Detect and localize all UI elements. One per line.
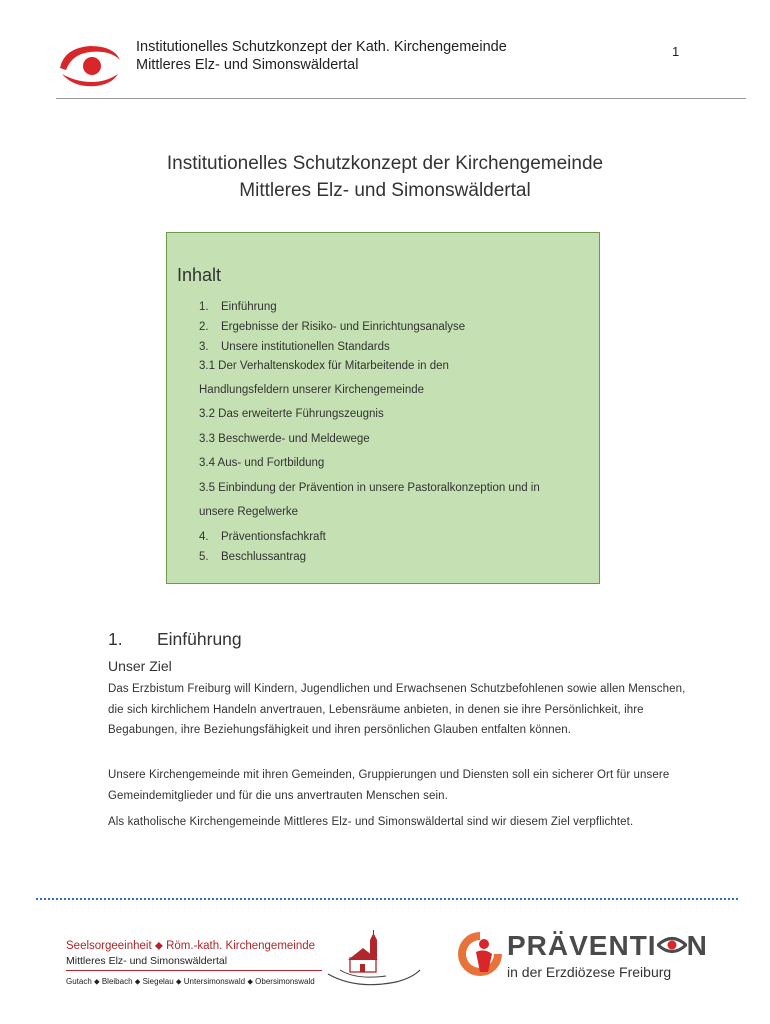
eye-o-icon (657, 931, 687, 953)
toc-item-text: Unsere institutionellen Standards (221, 341, 390, 353)
toc-item-text: Ergebnisse der Risiko- und Einrichtungsanalyse (221, 321, 466, 333)
paragraph: Das Erzbistum Freiburg will Kindern, Jugendlichen und Erwachsenen Schutzbefohlenen sowie allen Menschen, die sich kirchlichem Handeln anvertrauen, Lebensräume anbieten, in denen sie ihre Persönlichkeit, ihre Begabungen, ihre Beziehungsfähigkeit und ihren persönlichen Glauben entfalten können. (108, 683, 686, 736)
header-divider (56, 98, 746, 99)
section-subheading: Unser Ziel (108, 658, 172, 674)
section-heading: Einführung (157, 629, 242, 649)
toc-item[interactable] (199, 482, 540, 494)
toc-item-text: unsere Regelwerke (199, 506, 299, 518)
document-title-line2: Mittleres Elz- und Simonswäldertal (239, 180, 531, 201)
toc-item[interactable] (199, 301, 277, 313)
toc-item-number: 3. (199, 341, 209, 353)
toc-item-text: Handlungsfeldern unserer Kirchengemeinde (199, 384, 425, 396)
toc-item[interactable] (199, 341, 390, 353)
toc-item-text: Einführung (221, 301, 277, 313)
prevention-subtitle: in der Erzdiözese Freiburg (507, 964, 672, 980)
header-title-line2: Mittleres Elz- und Simonswäldertal (136, 57, 359, 73)
toc-item-number: 5. (199, 551, 209, 563)
toc-item[interactable] (199, 384, 424, 396)
document-title-line1: Institutionelles Schutzkonzept der Kirchengemeinde (166, 153, 604, 174)
toc-heading: Inhalt (177, 265, 222, 285)
toc-item-number: 1. (199, 301, 209, 313)
document-title (0, 150, 770, 204)
prevention-person-logo-icon (454, 928, 506, 980)
toc-item[interactable] (199, 433, 370, 445)
toc-item-text: Beschlussantrag (221, 551, 307, 563)
church-in-hand-icon (326, 930, 422, 992)
toc-item-text: Präventionsfachkraft (221, 531, 326, 543)
toc-item-number: 2. (199, 321, 209, 333)
toc-item[interactable] (199, 551, 306, 563)
eye-logo-icon (56, 40, 122, 90)
footer-villages: Gutach ⬥ Bleibach ⬥ Siegelau ⬥ Untersimonswald ⬥ Obersimonswald (66, 977, 315, 986)
toc-item-text: 3.3 Beschwerde- und Meldewege (199, 433, 370, 445)
header-title (136, 38, 507, 74)
toc-item-text: 3.5 Einbindung der Prävention in unsere Pastoralkonzeption und in (199, 482, 540, 494)
page-number: 1 (672, 44, 680, 59)
toc-item[interactable] (199, 457, 324, 469)
toc-item[interactable] (199, 506, 298, 518)
prevention-wordmark: PRÄVENTI N (507, 930, 708, 961)
toc-item-text: 3.1 Der Verhaltenskodex für Mitarbeitende in den (199, 360, 449, 372)
footer-parish-line: Seelsorgeeinheit ⬥ Röm.-kath. Kirchengemeinde (66, 940, 316, 952)
toc-item[interactable] (199, 321, 465, 333)
section-number: 1. (108, 629, 123, 649)
toc-item[interactable] (199, 531, 326, 543)
header-title-line1: Institutionelles Schutzkonzept der Kath. Kirchengemeinde (136, 39, 507, 55)
paragraph: Unsere Kirchengemeinde mit ihren Gemeinden, Gruppierungen und Diensten soll ein sicherer Ort für unsere Gemeindemitglieder und für die uns anvertrauten Menschen sein. (108, 769, 670, 802)
toc-item-text: 3.2 Das erweiterte Führungszeugnis (199, 408, 384, 420)
toc-item[interactable] (199, 360, 449, 372)
prevention-wordmark-text: PRÄVENTI (507, 930, 657, 961)
footer-dotted-divider (36, 898, 738, 900)
toc-item[interactable] (199, 408, 384, 420)
toc-item-number: 4. (199, 531, 209, 543)
table-of-contents (166, 232, 600, 584)
paragraph: Als katholische Kirchengemeinde Mittleres Elz- und Simonswäldertal sind wir diesem Ziel verpflichtet. (108, 816, 634, 828)
toc-item-text: 3.4 Aus- und Fortbildung (199, 457, 325, 469)
footer-parish-name: Mittleres Elz- und Simonswäldertal (66, 955, 228, 967)
footer-red-rule (66, 970, 322, 971)
